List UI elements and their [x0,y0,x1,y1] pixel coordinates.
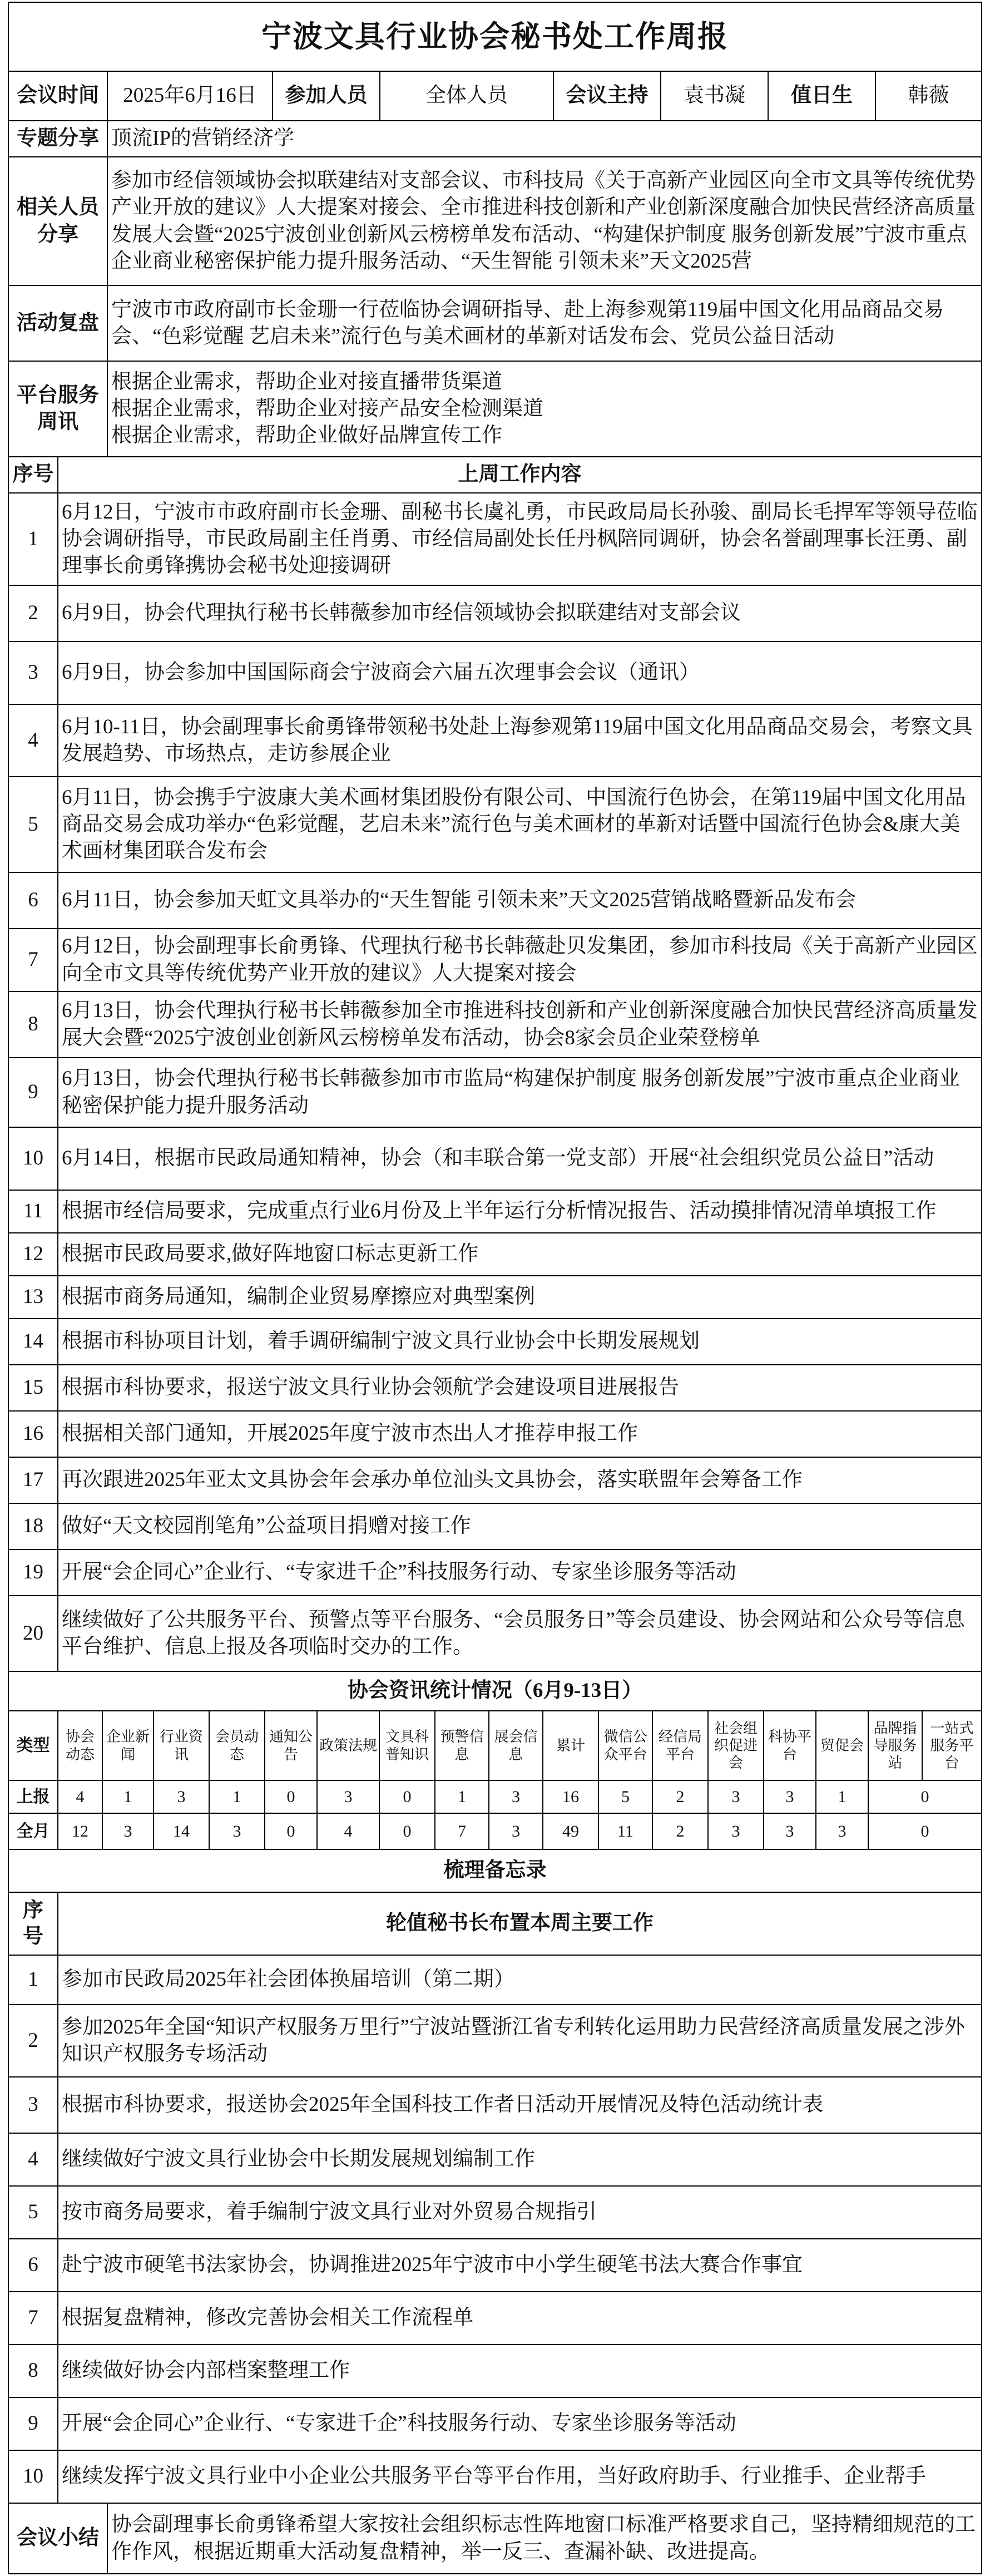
last-week-item-number: 16 [9,1412,58,1457]
stats-value-cell: 0 [380,1781,435,1813]
stats-type-label: 类型 [9,1711,58,1780]
memo-item-number: 4 [9,2134,58,2185]
memo-item-row [9,2134,981,2187]
stats-column-header: 微信公众平台 [599,1711,653,1780]
last-week-item-text: 再次跟进2025年亚太文具协会年会承办单位汕头文具协会，落实联盟年会筹备工作 [62,1468,803,1492]
summary-row [9,2504,981,2573]
memo-item-text: 根据市科协要求，报送协会2025年全国科技工作者日活动开展情况及特色活动统计表 [62,2093,823,2116]
last-week-item-row [9,777,981,873]
staff-share-row [9,157,981,286]
memo-items [9,1956,981,2504]
last-week-item-number: 1 [9,494,58,585]
last-week-item-text: 6月14日，根据市民政局通知精神，协会（和丰联合第一党支部）开展“社会组织党员公益日”活动 [62,1147,934,1170]
stats-value-cell: 3 [154,1781,210,1813]
platform-news-lines [108,362,981,456]
stats-value-cell: 3 [764,1814,816,1849]
last-week-item-text: 根据市科协要求，报送宁波文具行业协会领航学会建设项目进展报告 [62,1376,679,1399]
stats-column-header: 一站式服务平台 [930,1720,974,1771]
last-week-item-row [9,1458,981,1504]
last-week-item-row [9,1128,981,1191]
last-week-item-row [9,1550,981,1596]
memo-header: 轮值秘书长布置本周主要工作 [386,1912,654,1935]
summary-label: 会议小结 [9,2504,108,2573]
last-week-item-text: 根据市科协项目计划，着手调研编制宁波文具行业协会中长期发展规划 [62,1330,700,1353]
stats-column-header: 通知公告 [265,1711,318,1780]
stats-row-label: 全月 [9,1814,58,1849]
last-week-item-text: 根据市民政局要求,做好阵地窗口标志更新工作 [62,1242,479,1266]
memo-item-number: 7 [9,2292,58,2344]
memo-item-text: 继续发挥宁波文具行业中小企业公共服务平台等平台作用，当好政府助手、行业推手、企业帮手 [62,2465,926,2488]
last-week-item-row [9,1365,981,1412]
last-week-item-number: 3 [9,642,58,704]
memo-item-number: 8 [9,2345,58,2397]
stats-value-cell: 3 [489,1814,543,1849]
last-week-item-row [9,992,981,1058]
last-week-item-text: 6月12日，宁波市市政府副市长金珊、副秘书长虞礼勇，市民政局局长孙骏、副局长毛捍军等领导莅临协会调研指导，市民政局副主任肖勇、市经信局副处长任丹枫陪同调研，协会名誉副理事长汪勇、副理事长俞勇锋携协会秘书处迎接调研 [62,500,978,578]
stats-column-header: 协会动态 [58,1711,103,1780]
stats-value-cell: 16 [543,1781,599,1813]
memo-item-text: 开展“会企同心”企业行、“专家进千企”科技服务行动、专家坐诊服务等活动 [62,2412,736,2435]
stats-value-cell: 3 [210,1814,265,1849]
last-week-item-text: 根据市商务局通知，编制企业贸易摩擦应对典型案例 [62,1285,535,1309]
memo-item-text: 参加2025年全国“知识产权服务万里行”宁波站暨浙江省专利转化运用助力民营经济高质量发展之涉外知识产权服务专场活动 [62,2015,965,2065]
summary-text: 协会副理事长俞勇锋希望大家按社会组织标志性阵地窗口标准严格要求自己，坚持精细规范的工作作风，根据近期重大活动复盘精神，举一反三、查漏补缺、改进提高。 [111,2513,976,2563]
last-week-item-number: 4 [9,705,58,776]
stats-column-header: 经信局平台 [653,1711,709,1780]
stats-value-cell: 0 [265,1814,318,1849]
last-week-item-row [9,873,981,929]
memo-item-number: 2 [9,2005,58,2076]
stats-value-cell: 1 [103,1781,154,1813]
last-week-item-text: 6月11日，协会携手宁波康大美术画材集团股份有限公司、中国流行色协会，在第119届中国文化用品商品交易会成功举办“色彩觉醒，艺启未来”流行色与美术画材的革新对话暨中国流行色协会&康大美术画材集团联合发布会 [62,786,966,863]
topic-share-label: 专题分享 [9,121,108,156]
last-week-item-text: 6月9日，协会参加中国国际商会宁波商会六届五次理事会会议（通讯） [62,661,700,684]
stats-column-header: 贸促会 [816,1711,869,1780]
last-week-item-row [9,586,981,642]
stats-value-cell: 3 [816,1814,869,1849]
stats-value-cell: 1 [435,1781,489,1813]
memo-item-text: 根据复盘精神，修改完善协会相关工作流程单 [62,2306,473,2330]
last-week-item-number: 10 [9,1128,58,1190]
stats-column-header: 科协平台 [764,1711,816,1780]
stats-column-header: 社会组织促进会 [709,1711,764,1780]
stats-title: 协会资讯统计情况（6月9-13日） [347,1679,643,1702]
last-week-item-text: 6月11日，协会参加天虹文具举办的“天生智能 引领未来”天文2025营销战略暨新品发布会 [62,889,857,912]
stats-column-header: 会员动态 [210,1711,265,1780]
memo-item-row [9,2451,981,2504]
stats-value-cell: 14 [154,1814,210,1849]
last-week-item-row [9,705,981,777]
last-week-item-number: 5 [9,777,58,872]
memo-item-row [9,2345,981,2398]
last-week-title: 上周工作内容 [458,463,582,486]
stats-value-cell: 7 [435,1814,489,1849]
stats-value-cell: 0 [920,1788,929,1806]
last-week-item-row [9,1319,981,1365]
stats-column-header: 累计 [543,1711,599,1780]
stats-value-cell: 4 [318,1814,380,1849]
stats-value-cell: 3 [489,1781,543,1813]
memo-item-text: 赴宁波市硬笔书法家协会，协调推进2025年宁波市中小学生硬笔书法大赛合作事宜 [62,2253,803,2277]
memo-item-row [9,1956,981,2005]
stats-value-cell: 3 [318,1781,380,1813]
duty-value: 韩薇 [908,84,949,107]
activity-review-row [9,286,981,362]
last-week-item-number: 14 [9,1319,58,1364]
memo-item-number: 6 [9,2239,58,2291]
memo-item-number: 1 [9,1956,58,2004]
stats-value-cell: 2 [653,1781,709,1813]
stats-row-label: 上报 [9,1781,58,1813]
last-week-item-row [9,1276,981,1319]
staff-share-label: 相关人员分享 [9,157,108,285]
stats-column-header: 政策法规 [318,1711,380,1780]
host-label: 会议主持 [554,72,661,120]
stats-value-cell: 3 [764,1781,816,1813]
last-week-items [9,494,981,1672]
stats-value-cell: 0 [265,1781,318,1813]
stats-value-cell: 4 [58,1781,103,1813]
stats-column-header: 预警信息 [435,1711,489,1780]
host-value: 袁书凝 [661,72,769,120]
activity-review-text: 宁波市市政府副市长金珊一行莅临协会调研指导、赴上海参观第119届中国文化用品商品交易会、“色彩觉醒 艺启未来”流行色与美术画材的革新对话发布会、党员公益日活动 [111,298,944,348]
memo-number-header: 序号 [23,1899,43,1948]
memo-title-row [9,1850,981,1893]
stats-value-cell: 3 [103,1814,154,1849]
stats-value-cell: 1 [816,1781,869,1813]
last-week-item-number: 19 [9,1550,58,1595]
report-title-row [9,3,981,72]
activity-review-label: 活动复盘 [9,286,108,361]
stats-value-cell: 0 [380,1814,435,1849]
last-week-item-row [9,1504,981,1550]
platform-news-line: 根据企业需求，帮助企业做好品牌宣传工作 [111,424,502,447]
report-title: 宁波文具行业协会秘书处工作周报 [261,19,729,53]
last-week-item-text: 根据相关部门通知，开展2025年度宁波市杰出人才推荐申报工作 [62,1422,638,1445]
last-week-item-text: 做好“天文校园削笔角”公益项目捐赠对接工作 [62,1514,471,1538]
topic-share-row [9,121,981,157]
stats-value-cell: 3 [709,1814,764,1849]
memo-item-number: 9 [9,2398,58,2450]
last-week-header-row [9,457,981,494]
last-week-item-number: 15 [9,1365,58,1410]
staff-share-text: 参加市经信领域协会拟联建结对支部会议、市科技局《关于高新产业园区向全市文具等传统优势产业开放的建议》人大提案对接会、全市推进科技创新和产业创新深度融合加快民营经济高质量发展大会暨“2025宁波创业创新风云榜榜单发布活动、“构建保护制度 服务创新发展”宁波市重点企业商业秘密保护能力提升服务活动、“天生智能 引领未来”天文2025营 [111,169,976,273]
stats-column-header: 企业新闻 [103,1711,154,1780]
last-week-item-text: 6月10-11日，协会副理事长俞勇锋带领秘书处赴上海参观第119届中国文化用品商品交易会，考察文具发展趋势、市场热点，走访参展企业 [62,715,973,765]
last-week-item-number: 9 [9,1058,58,1127]
stats-value-cell: 1 [210,1781,265,1813]
stats-data-row [9,1814,981,1850]
memo-item-text: 按市商务局要求，着手编制宁波文具行业对外贸易合规指引 [62,2200,597,2224]
stats-value-cell: 3 [709,1781,764,1813]
last-week-item-row [9,1058,981,1128]
last-week-item-row [9,1412,981,1458]
platform-news-line: 根据企业需求，帮助企业对接产品安全检测渠道 [111,397,543,420]
stats-data-row [9,1781,981,1814]
stats-column-header: 展会信息 [489,1711,543,1780]
memo-title: 梳理备忘录 [443,1859,547,1882]
stats-title-row [9,1672,981,1711]
last-week-item-row [9,1191,981,1233]
last-week-item-number: 20 [9,1596,58,1671]
last-week-item-row [9,1596,981,1672]
memo-item-row [9,2005,981,2077]
last-week-item-row [9,929,981,992]
last-week-item-number: 2 [9,586,58,641]
duty-label: 值日生 [769,72,876,120]
stats-column-header: 品牌指导服务站 [869,1711,923,1780]
attendees-label: 参加人员 [273,72,380,120]
memo-item-number: 3 [9,2077,58,2133]
last-week-item-number: 11 [9,1191,58,1232]
stats-value-cell: 0 [920,1822,929,1840]
topic-share-text: 顶流IP的营销经济学 [111,127,294,150]
memo-item-number: 5 [9,2187,58,2238]
stats-value-cell: 12 [58,1814,103,1849]
memo-header-row [9,1893,981,1956]
last-week-item-number: 17 [9,1458,58,1503]
meeting-time-label: 会议时间 [9,72,108,120]
memo-item-row [9,2292,981,2345]
last-week-item-text: 6月9日，协会代理执行秘书长韩薇参加市经信领域协会拟联建结对支部会议 [62,601,741,625]
memo-item-number: 10 [9,2451,58,2503]
memo-item-row [9,2398,981,2451]
weekly-report-sheet [8,2,982,2574]
memo-item-row [9,2077,981,2134]
stats-value-cell: 5 [599,1781,653,1813]
platform-news-line: 根据企业需求，帮助企业对接直播带货渠道 [111,370,502,393]
stats-value-cell: 11 [599,1814,653,1849]
last-week-item-text: 继续做好了公共服务平台、预警点等平台服务、“会员服务日”等会员建设、协会网站和公众号等信息平台维护、信息上报及各项临时交办的工作。 [62,1608,965,1658]
last-week-item-text: 6月13日，协会代理执行秘书长韩薇参加市市监局“构建保护制度 服务创新发展”宁波市重点企业商业秘密保护能力提升服务活动 [62,1067,960,1117]
memo-item-text: 继续做好宁波文具行业协会中长期发展规划编制工作 [62,2148,535,2171]
stats-table [9,1711,981,1850]
memo-item-row [9,2187,981,2239]
meeting-info-row [9,72,981,121]
platform-news-row [9,362,981,457]
last-week-item-number: 8 [9,992,58,1057]
stats-header-row [9,1711,981,1781]
memo-item-text: 继续做好协会内部档案整理工作 [62,2359,350,2382]
last-week-item-number: 7 [9,929,58,991]
last-week-item-row [9,642,981,705]
last-week-item-text: 根据市经信局要求，完成重点行业6月份及上半年运行分析情况报告、活动摸排情况清单填报工作 [62,1200,937,1223]
last-week-item-row [9,494,981,586]
platform-news-label: 平台服务周讯 [9,362,108,456]
last-week-item-number: 18 [9,1504,58,1549]
last-week-item-number: 6 [9,873,58,928]
memo-number-header-cell [9,1893,58,1955]
attendees-value: 全体人员 [380,72,554,120]
memo-item-row [9,2239,981,2292]
stats-column-header: 行业资讯 [154,1711,210,1780]
last-week-item-text: 6月12日，协会副理事长俞勇锋、代理执行秘书长韩薇赴贝发集团，参加市科技局《关于高新产业园区向全市文具等传统优势产业开放的建议》人大提案对接会 [62,935,978,985]
stats-value-cell: 2 [653,1814,709,1849]
memo-item-text: 参加市民政局2025年社会团体换届培训（第二期） [62,1968,514,1991]
stats-value-cell: 49 [543,1814,599,1849]
last-week-item-row [9,1233,981,1276]
stats-column-header: 文具科普知识 [380,1711,435,1780]
meeting-time-value: 2025年6月16日 [108,72,273,120]
last-week-item-text: 6月13日，协会代理执行秘书长韩薇参加全市推进科技创新和产业创新深度融合加快民营经济高质量发展大会暨“2025宁波创业创新风云榜榜单发布活动，协会8家会员企业荣登榜单 [62,999,978,1049]
last-week-item-number: 13 [9,1276,58,1318]
last-week-item-text: 开展“会企同心”企业行、“专家进千企”科技服务行动、专家坐诊服务等活动 [62,1561,736,1584]
last-week-item-number: 12 [9,1233,58,1275]
last-week-number-header: 序号 [9,457,58,492]
